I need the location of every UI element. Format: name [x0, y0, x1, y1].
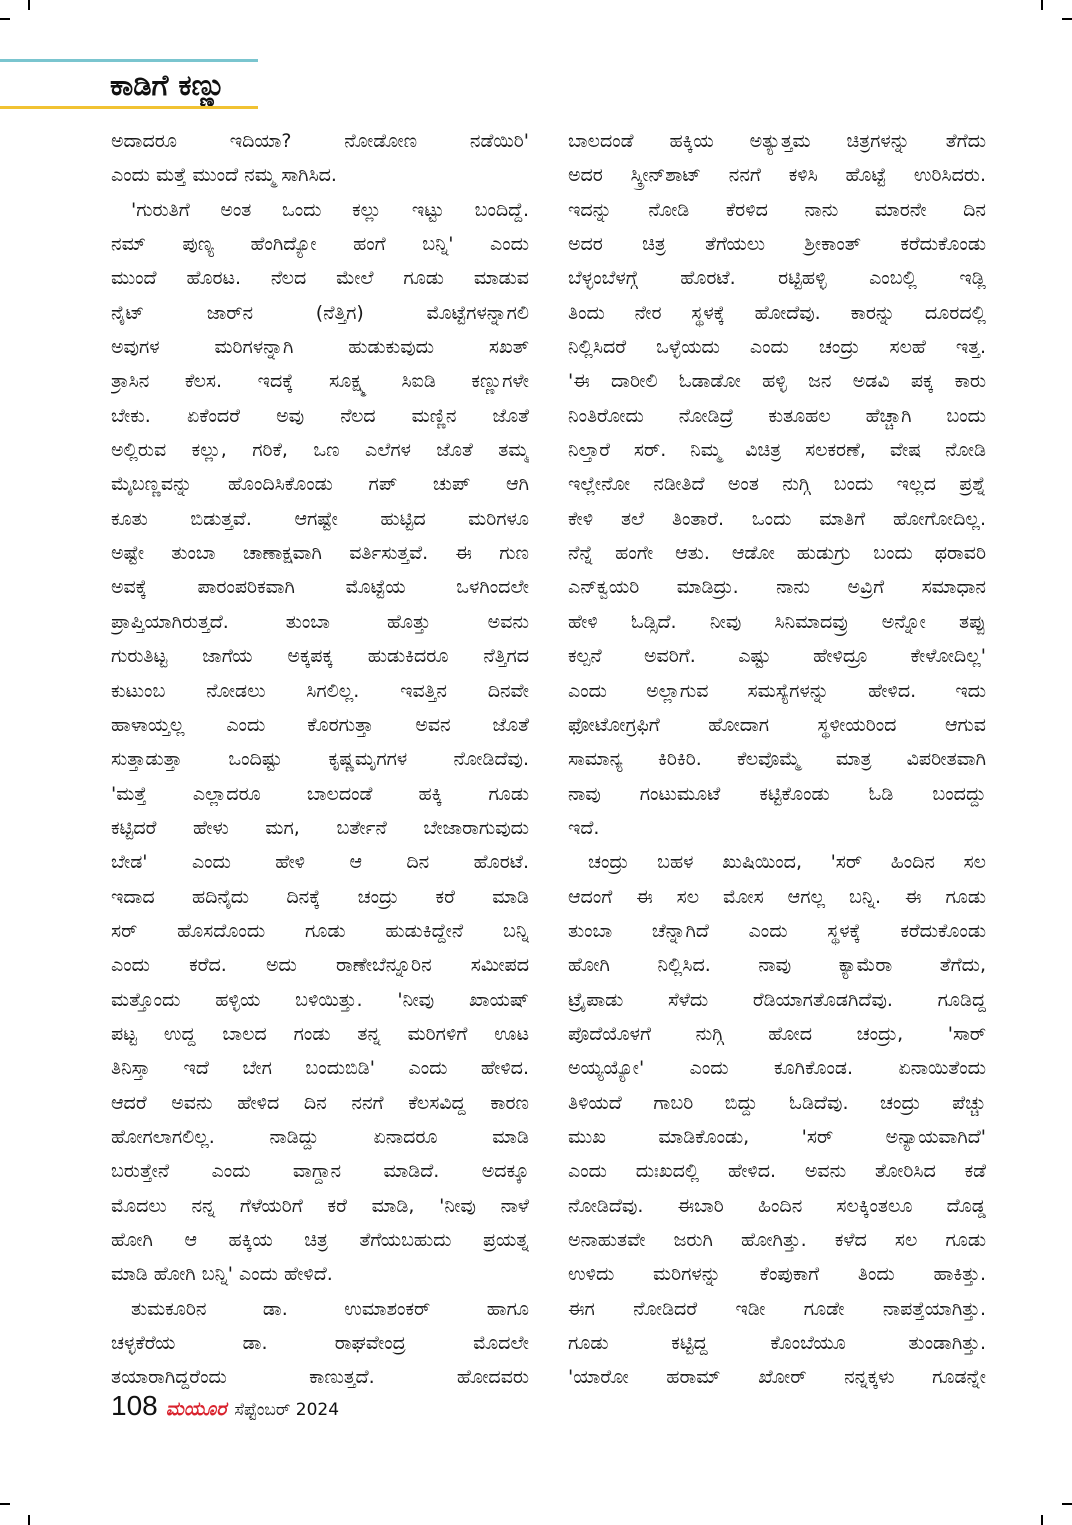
issue-date: ಸೆಪ್ಟೆಂಬರ್ 2024 [234, 1400, 340, 1420]
article-line: ತಯಾರಾಗಿದ್ದರೆಂದು ಕಾಣುತ್ತದೆ. ಹೋದವರು [111, 1366, 529, 1389]
article-line: 'ಗುರುತಿಗೆ ಅಂತ ಒಂದು ಕಲ್ಲು ಇಟ್ಟು ಬಂದಿದ್ದೆ. [131, 198, 529, 221]
article-line: ಬಾಲದಂಡೆ ಹಕ್ಕಿಯ ಅತ್ಯುತ್ತಮ ಚಿತ್ರಗಳನ್ನು ತೆಗೆದು [568, 130, 986, 152]
article-line: ಎಂದು ದುಃಖದಲ್ಲಿ ಹೇಳಿದ. ಅವನು ತೋರಿಸಿದ ಕಡೆ [568, 1160, 986, 1183]
article-line: ತುಂಬಾ ಚೆನ್ನಾಗಿದೆ ಎಂದು ಸ್ಥಳಕ್ಕೆ ಕರೆದುಕೊಂಡು [568, 919, 986, 942]
article-line: ಮುಂದೆ ಹೊರಟ. ನೆಲದ ಮೇಲೆ ಗೂಡು ಮಾಡುವ [111, 267, 529, 290]
article-line: ತುಮಕೂರಿನ ಡಾ. ಉಮಾಶಂಕರ್ ಹಾಗೂ [131, 1297, 529, 1320]
article-line: ನಿಲ್ಲಿಸಿದರೆ ಒಳ್ಳೆಯದು ಎಂದು ಚಂದ್ರು ಸಲಹೆ ಇತ್ತ. [568, 336, 986, 359]
article-line: ಅದರ ಸ್ಕ್ರೀನ್‌ಶಾಟ್ ನನಗೆ ಕಳಿಸಿ ಹೊಟ್ಟೆ ಉರಿಸಿದರು. [568, 164, 986, 187]
article-line: ಅಷ್ಟೇ ತುಂಬಾ ಚಾಣಾಕ್ಷವಾಗಿ ವರ್ತಿಸುತ್ತವೆ. ಈ ಗುಣ [111, 542, 529, 565]
article-line: ನಿಂತಿರೋದು ನೋಡಿದ್ರೆ ಕುತೂಹಲ ಹೆಚ್ಚಾಗಿ ಬಂದು [568, 404, 986, 427]
article-line: ಆದರೆ ಅವನು ಹೇಳಿದ ದಿನ ನನಗೆ ಕೆಲಸವಿದ್ದ ಕಾರಣ [111, 1091, 529, 1114]
crop-mark [28, 1515, 30, 1525]
crop-mark [0, 18, 10, 20]
article-line: ಗೂಡು ಕಟ್ಟಿದ್ದ ಕೊಂಬೆಯೂ ತುಂಡಾಗಿತ್ತು. [568, 1332, 986, 1355]
article-line: ಪಟ್ಟ ಉದ್ದ ಬಾಲದ ಗಂಡು ತನ್ನ ಮರಿಗಳಿಗೆ ಊಟ [111, 1022, 529, 1045]
article-line: ಎಂದು ಕರೆದ. ಅದು ರಾಣೇಬೆನ್ನೂರಿನ ಸಮೀಪದ [111, 954, 529, 977]
article-line: ಅದಾದರೂ ಇದಿಯಾ? ನೋಡೋಣ ನಡೆಯಿರಿ' [111, 130, 529, 152]
article-line: ಅವಕ್ಕೆ ಪಾರಂಪರಿಕವಾಗಿ ಮೊಟ್ಟೆಯ ಒಳಗಿಂದಲೇ [111, 576, 529, 599]
magazine-logo: ಮಯೂರ [165, 1398, 227, 1420]
article-line: ಮೈಬಣ್ಣವನ್ನು ಹೊಂದಿಸಿಕೊಂಡು ಗಪ್ ಚುಪ್ ಆಗಿ [111, 473, 529, 496]
article-line: ನಮ್ ಪುಣ್ಯ ಹೆಂಗಿದ್ಯೋ ಹಂಗೆ ಬನ್ನಿ' ಎಂದು [111, 233, 529, 256]
article-line: ಇದಾದ ಹದಿನೈದು ದಿನಕ್ಕೆ ಚಂದ್ರು ಕರೆ ಮಾಡಿ [111, 885, 529, 908]
article-line: ಇಲ್ಲೇನೋ ನಡೀತಿದೆ ಅಂತ ನುಗ್ಗಿ ಬಂದು ಇಲ್ಲದ ಪ್ರಶ್ನೆ [568, 473, 986, 496]
article-line: ಅವುಗಳ ಮರಿಗಳನ್ನಾಗಿ ಹುಡುಕುವುದು ಸಖತ್ [111, 336, 529, 359]
article-column-right [568, 124, 986, 1395]
article-line: ಎಂದು ಮತ್ತೆ ಮುಂದೆ ನಮ್ಮ ಸಾಗಿಸಿದ. [111, 164, 337, 187]
article-line: ತಿಳಿಯದೆ ಗಾಬರಿ ಬಿದ್ದು ಓಡಿದೆವು. ಚಂದ್ರು ಪೆಚ್ಚು [568, 1091, 986, 1114]
article-line: ಚಂದ್ರು ಬಹಳ ಖುಷಿಯಿಂದ, 'ಸರ್ ಹಿಂದಿನ ಸಲ [588, 851, 986, 874]
article-line: ಟ್ರೈಪಾಡು ಸೆಳೆದು ರೆಡಿಯಾಗತೊಡಗಿದೆವು. ಗೂಡಿದ್ದ [568, 988, 986, 1011]
crop-mark [28, 0, 30, 10]
article-line: ಸಾಮಾನ್ಯ ಕಿರಿಕಿರಿ. ಕೆಲವೊಮ್ಮೆ ಮಾತ್ರ ವಿಪರೀತವಾಗಿ [568, 748, 986, 771]
article-line: ಅಲ್ಲಿರುವ ಕಲ್ಲು, ಗರಿಕೆ, ಒಣ ಎಲೆಗಳ ಜೊತೆ ತಮ್ಮ [111, 439, 529, 462]
article-line: ಮಾಡಿ ಹೋಗಿ ಬನ್ನಿ' ಎಂದು ಹೇಳಿದೆ. [111, 1263, 333, 1286]
page-footer [111, 1390, 339, 1426]
article-line: ಅಯ್ಯಯ್ಯೋ' ಎಂದು ಕೂಗಿಕೊಂಡ. ಏನಾಯಿತೆಂದು [568, 1057, 986, 1080]
article-line: ಹಾಳಾಯ್ತಲ್ಲ ಎಂದು ಕೊರಗುತ್ತಾ ಅವನ ಜೊತೆ [111, 713, 529, 736]
article-line: ಕೂತು ಬಿಡುತ್ತವೆ. ಆಗಷ್ಟೇ ಹುಟ್ಟಿದ ಮರಿಗಳೂ [111, 507, 529, 530]
article-line: ತ್ರಾಸಿನ ಕೆಲಸ. ಇದಕ್ಕೆ ಸೂಕ್ಷ್ಮ ಸಿಐಡಿ ಕಣ್ಣುಗಳೇ [111, 370, 529, 393]
article-line: ನಾವು ಗಂಟುಮೂಟೆ ಕಟ್ಟಿಕೊಂಡು ಓಡಿ ಬಂದದ್ದು [568, 782, 986, 805]
crop-mark [1062, 1503, 1072, 1505]
article-line: ಸುತ್ತಾಡುತ್ತಾ ಒಂದಿಷ್ಟು ಕೃಷ್ಣಮೃಗಗಳ ನೋಡಿದೆವು. [111, 748, 529, 771]
article-line: ನೋಡಿದೆವು. ಈಬಾರಿ ಹಿಂದಿನ ಸಲಕ್ಕಿಂತಲೂ ದೊಡ್ಡ [568, 1194, 986, 1217]
article-line: ಗುರುತಿಟ್ಟ ಜಾಗೆಯ ಅಕ್ಕಪಕ್ಕ ಹುಡುಕಿದರೂ ನೆತ್ತಿಗದ [111, 645, 529, 668]
article-line: ಬೇಡ' ಎಂದು ಹೇಳಿ ಆ ದಿನ ಹೊರಟೆ. [111, 851, 529, 874]
article-line: ಇದೆ. [568, 816, 600, 839]
article-line: ನಿಲ್ತಾರೆ ಸರ್. ನಿಮ್ಮ ವಿಚಿತ್ರ ಸಲಕರಣೆ, ವೇಷ ನೋಡಿ [568, 439, 986, 462]
article-line: ಫೋಟೋಗ್ರಫಿಗೆ ಹೋದಾಗ ಸ್ಥಳೀಯರಿಂದ ಆಗುವ [568, 713, 986, 736]
article-line: ಇದನ್ನು ನೋಡಿ ಕೆರಳಿದ ನಾನು ಮಾರನೇ ದಿನ [568, 198, 986, 221]
article-line: ಹೋಗಿ ಆ ಹಕ್ಕಿಯ ಚಿತ್ರ ತೆಗೆಯಬಹುದು ಪ್ರಯತ್ನ [111, 1229, 529, 1251]
article-line: ಬರುತ್ತೇನೆ ಎಂದು ವಾಗ್ದಾನ ಮಾಡಿದೆ. ಅದಕ್ಕೂ [111, 1160, 529, 1183]
article-column-left [111, 124, 529, 1395]
article-line: ನೆನ್ನೆ ಹಂಗೇ ಆತು. ಆಡೋ ಹುಡುಗ್ರು ಬಂದು ಥರಾವರಿ [568, 542, 986, 565]
article-line: ಮತ್ತೊಂದು ಹಳ್ಳಿಯ ಬಳಿಯಿತ್ತು. 'ನೀವು ಖಾಯಷ್ [111, 988, 529, 1011]
article-line: ಆದಂಗೆ ಈ ಸಲ ಮೋಸ ಆಗಲ್ಲ ಬನ್ನಿ. ಈ ಗೂಡು [568, 885, 986, 908]
article-line: ಅದರ ಚಿತ್ರ ತೆಗೆಯಲು ಶ್ರೀಕಾಂತ್ ಕರೆದುಕೊಂಡು [568, 233, 986, 256]
article-line: ಪೊದೆಯೊಳಗೆ ನುಗ್ಗಿ ಹೋದ ಚಂದ್ರು, 'ಸಾರ್ [568, 1022, 986, 1045]
article-line: ಕೇಳಿ ತಲೆ ತಿಂತಾರೆ. ಒಂದು ಮಾತಿಗೆ ಹೋಗೋದಿಲ್ಲ. [568, 507, 986, 530]
crop-mark [1062, 18, 1072, 20]
article-line: ಹೋಗಲಾಗಲಿಲ್ಲ. ನಾಡಿದ್ದು ಏನಾದರೂ ಮಾಡಿ [111, 1125, 529, 1148]
crop-mark [1041, 1515, 1043, 1525]
article-line: ಬೆಳ್ಳಂಬೆಳಗ್ಗೆ ಹೊರಟೆ. ರಟ್ಟಿಹಳ್ಳಿ ಎಂಬಲ್ಲಿ ಇಡ್ಲಿ [568, 267, 986, 290]
page-number: 108 [111, 1390, 158, 1421]
article-line: ಎನ್‌ಕ್ವಯರಿ ಮಾಡಿದ್ರು. ನಾನು ಅವ್ರಿಗೆ ಸಮಾಧಾನ [568, 576, 986, 599]
article-line: ಕುಟುಂಬ ನೋಡಲು ಸಿಗಲಿಲ್ಲ. ಇವತ್ತಿನ ದಿನವೇ [111, 679, 529, 702]
article-line: 'ಯಾರೋ ಹರಾಮ್ ಖೋರ್ ನನ್ನಕ್ಕಳು ಗೂಡನ್ನೇ [568, 1366, 986, 1389]
article-line: ಚಳ್ಳಕೆರೆಯ ಡಾ. ರಾಘವೇಂದ್ರ ಮೊದಲೇ [111, 1332, 529, 1355]
article-line: ಪ್ರಾಪ್ತಿಯಾಗಿರುತ್ತದೆ. ತುಂಬಾ ಹೊತ್ತು ಅವನು [111, 610, 529, 633]
article-line: ಸರ್ ಹೊಸದೊಂದು ಗೂಡು ಹುಡುಕಿದ್ದೇನೆ ಬನ್ನಿ [111, 919, 529, 942]
crop-mark [0, 1503, 10, 1505]
article-line: ಎಂದು ಅಲ್ಲಾಗುವ ಸಮಸ್ಯೆಗಳನ್ನು ಹೇಳಿದ. ಇದು [568, 679, 986, 702]
article-line: ಮುಖ ಮಾಡಿಕೊಂಡು, 'ಸರ್ ಅನ್ಯಾಯವಾಗಿದೆ' [568, 1125, 986, 1148]
section-title: ಕಾಡಿಗೆ ಕಣ್ಣು [110, 68, 226, 102]
article-line: ಹೇಳಿ ಓಡ್ಸಿದೆ. ನೀವು ಸಿನಿಮಾದವ್ರು ಅನ್ನೋ ತಪ್ಪು [568, 610, 986, 633]
article-line: 'ಈ ದಾರೀಲಿ ಓಡಾಡೋ ಹಳ್ಳಿ ಜನ ಅಡವಿ ಪಕ್ಕ ಕಾರು [568, 370, 986, 393]
article-line: ಈಗ ನೋಡಿದರೆ ಇಡೀ ಗೂಡೇ ನಾಪತ್ತೆಯಾಗಿತ್ತು. [568, 1297, 986, 1320]
article-line: ಕಟ್ಟಿದರೆ ಹೇಳು ಮಗ, ಬರ್ತೇನೆ ಬೇಜಾರಾಗುವುದು [111, 816, 529, 839]
header-rule-top [0, 59, 258, 62]
article-line: ಹೋಗಿ ನಿಲ್ಲಿಸಿದ. ನಾವು ಕ್ಯಾಮೆರಾ ತೆಗೆದು, [568, 954, 986, 977]
article-line: ಬೇಕು. ಏಕೆಂದರೆ ಅವು ನೆಲದ ಮಣ್ಣಿನ ಜೊತೆ [111, 404, 529, 427]
article-line: ಮೊದಲು ನನ್ನ ಗೆಳೆಯರಿಗೆ ಕರೆ ಮಾಡಿ, 'ನೀವು ನಾಳೆ [111, 1194, 529, 1217]
article-line: ನೈಟ್ ಜಾರ್‌ನ (ನೆತ್ತಿಗ) ಮೊಟ್ಟೆಗಳನ್ನಾಗಲಿ [111, 301, 529, 324]
header-rule-bottom [0, 106, 258, 109]
article-line: ಕಲ್ಪನೆ ಅವರಿಗೆ. ಎಷ್ಟು ಹೇಳಿದ್ರೂ ಕೇಳೋದಿಲ್ಲ' [568, 645, 986, 668]
article-line: ಅನಾಹುತವೇ ಜರುಗಿ ಹೋಗಿತ್ತು. ಕಳೆದ ಸಲ ಗೂಡು [568, 1229, 986, 1251]
article-line: ತಿನಿಸ್ತಾ ಇದೆ ಬೇಗ ಬಂದುಬಿಡಿ' ಎಂದು ಹೇಳಿದ. [111, 1057, 529, 1080]
article-line: ಉಳಿದು ಮರಿಗಳನ್ನು ಕೆಂಪುಕಾಗೆ ತಿಂದು ಹಾಕಿತ್ತು. [568, 1263, 986, 1286]
article-line: 'ಮತ್ತೆ ಎಲ್ಲಾದರೂ ಬಾಲದಂಡೆ ಹಕ್ಕಿ ಗೂಡು [111, 782, 529, 805]
crop-mark [1041, 0, 1043, 10]
article-line: ತಿಂದು ನೇರ ಸ್ಥಳಕ್ಕೆ ಹೋದೆವು. ಕಾರನ್ನು ದೂರದಲ್ಲಿ [568, 301, 986, 324]
